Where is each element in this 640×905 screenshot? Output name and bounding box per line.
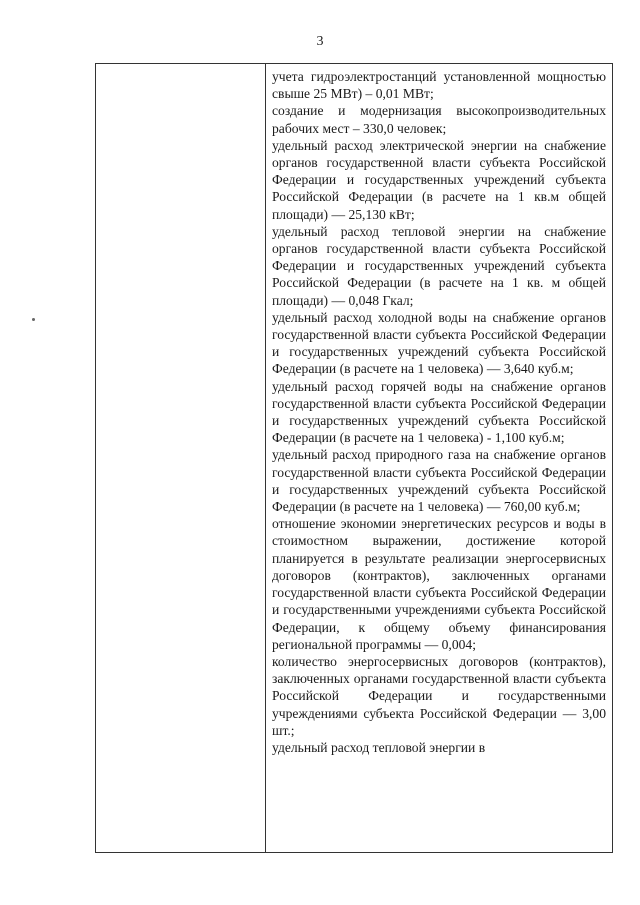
indicator-paragraph: удельный расход электрической энергии на снабжение органов государственной власти субъекта Российской Федерации и государственных учреждений субъекта Российской Федерации (в расчете на 1 кв.м общей площади) — 25,130 кВт; xyxy=(272,137,606,222)
content-table xyxy=(95,63,613,853)
indicator-paragraph: удельный расход тепловой энергии в xyxy=(272,739,486,755)
indicator-paragraph: создание и модернизация высокопроизводительных рабочих мест – 330,0 человек; xyxy=(272,103,606,136)
indicator-paragraph: отношение экономии энергетических ресурсов и воды в стоимостном выражении, достижение которой планируется в результате реализации энергосервисных договоров (контрактов), заключенных органами государственной власти субъекта Российской Федерации и государственными учреждениями субъекта Российской Федерации, к общему объему финансирования региональной программы — 0,004; xyxy=(272,516,606,652)
indicator-paragraph: удельный расход тепловой энергии на снабжение органов государственной власти субъекта Российской Федерации и государственных учреждений субъекта Российской Федерации (в расчете на 1 кв. м общей площади) — 0,048 Гкал; xyxy=(272,223,606,308)
page-number: 3 xyxy=(316,34,324,49)
table-left-column xyxy=(96,64,266,852)
indicator-paragraph: количество энергосервисных договоров (контрактов), заключенных органами государственной власти субъекта Российской Федерации и государственными учреждениями субъекта Российской Федерации — 3,00 шт.; xyxy=(272,653,606,738)
indicator-paragraph: удельный расход горячей воды на снабжение органов государственной власти субъекта Российской Федерации и государственных учреждений субъекта Российской Федерации (в расчете на 1 человека) - 1,100 куб.м; xyxy=(272,378,606,446)
indicator-paragraph: удельный расход природного газа на снабжение органов государственной власти субъекта Российской Федерации и государственных учреждений субъекта Российской Федерации (в расчете на 1 человека) — 760,00 куб.м; xyxy=(272,447,606,515)
margin-mark xyxy=(32,318,35,321)
indicator-paragraph: учета гидроэлектростанций установленной мощностью свыше 25 МВт) – 0,01 МВт; xyxy=(272,69,606,102)
table-right-column xyxy=(266,64,612,852)
indicator-paragraph: удельный расход холодной воды на снабжение органов государственной власти субъекта Российской Федерации и государственных учреждений субъекта Российской Федерации (в расчете на 1 человека) — 3,640 куб.м; xyxy=(272,309,606,377)
